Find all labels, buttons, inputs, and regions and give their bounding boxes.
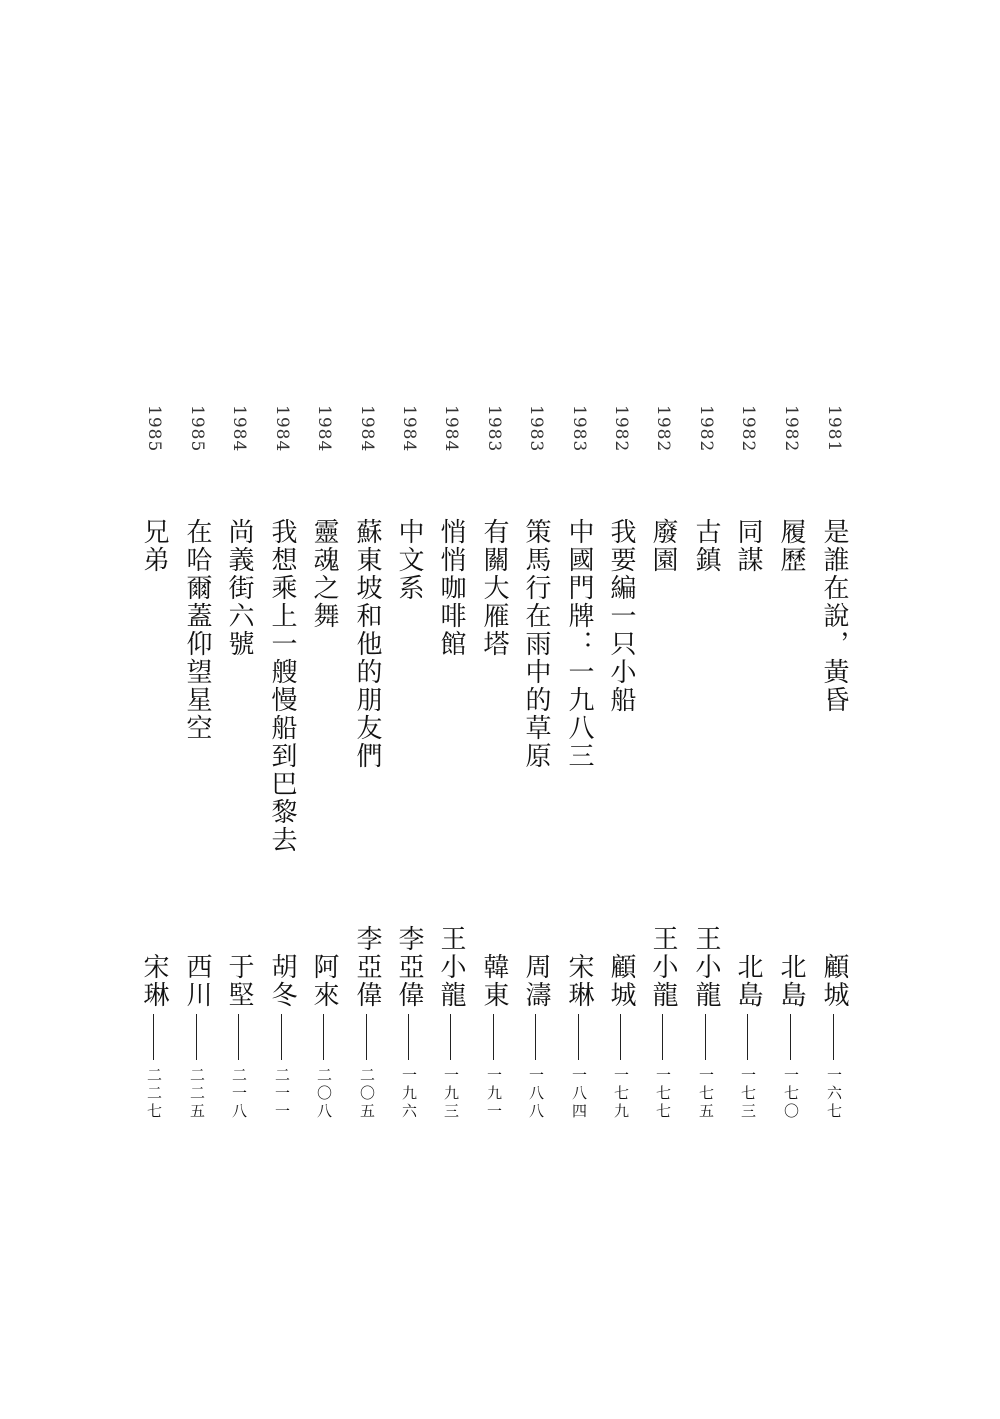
- entry-page-number: 一七五: [697, 1067, 715, 1121]
- entry-page-number: 一九一: [485, 1067, 503, 1121]
- entry-page-number: 一七九: [612, 1067, 630, 1121]
- entry-author: 周濤: [521, 953, 551, 1009]
- entry-author: 顧城: [606, 953, 636, 1009]
- entry-page-number: 二二五: [188, 1067, 206, 1121]
- entry-title: 中文系: [394, 518, 424, 602]
- entry-year: 1982: [696, 405, 716, 453]
- entry-page-number: 一七三: [739, 1067, 757, 1121]
- toc-entry: [561, 0, 597, 1419]
- entry-year: 1981: [824, 405, 844, 453]
- entry-page-number: 一七七: [654, 1067, 672, 1121]
- toc-entry: [688, 0, 724, 1419]
- dash-divider: [281, 1014, 282, 1060]
- entry-year: 1984: [441, 405, 461, 453]
- dash-divider: [408, 1014, 409, 1060]
- toc-entry: [603, 0, 639, 1419]
- entry-year: 1984: [229, 405, 249, 453]
- entry-author: 李亞偉: [394, 925, 424, 1009]
- entry-title: 有關大雁塔: [479, 518, 509, 658]
- entry-page-number: 一九三: [442, 1067, 460, 1121]
- dash-divider: [535, 1014, 536, 1060]
- toc-entry: [730, 0, 766, 1419]
- entry-author: 韓東: [479, 953, 509, 1009]
- entry-year: 1982: [611, 405, 631, 453]
- entry-year: 1984: [357, 405, 377, 453]
- toc-entry: [518, 0, 554, 1419]
- entry-author: 宋琳: [564, 953, 594, 1009]
- entry-title: 履歷: [776, 518, 806, 574]
- entry-year: 1984: [314, 405, 334, 453]
- entry-page-number: 二一八: [230, 1067, 248, 1121]
- entry-year: 1982: [738, 405, 758, 453]
- toc-entry: [476, 0, 512, 1419]
- entry-title: 在哈爾蓋仰望星空: [182, 518, 212, 742]
- dash-divider: [323, 1014, 324, 1060]
- dash-divider: [196, 1014, 197, 1060]
- toc-entry: [773, 0, 809, 1419]
- entry-page-number: 一八四: [570, 1067, 588, 1121]
- entry-page-number: 一七〇: [782, 1067, 800, 1121]
- entry-title: 同謀: [733, 518, 763, 574]
- entry-year: 1984: [399, 405, 419, 453]
- entry-title: 策馬行在雨中的草原: [521, 518, 551, 770]
- toc-entry: [221, 0, 257, 1419]
- entry-title: 我想乘上一艘慢船到巴黎去: [267, 518, 297, 854]
- toc-entry: [645, 0, 681, 1419]
- dash-divider: [153, 1014, 154, 1060]
- entry-title: 中國門牌：一九八三: [564, 518, 594, 770]
- entry-author: 北島: [776, 953, 806, 1009]
- entry-year: 1984: [272, 405, 292, 453]
- dash-divider: [578, 1014, 579, 1060]
- entry-year: 1983: [484, 405, 504, 453]
- entry-author: 胡冬: [267, 953, 297, 1009]
- entry-author: 王小龍: [648, 925, 678, 1009]
- entry-page-number: 一八八: [527, 1067, 545, 1121]
- entry-title: 我要編一只小船: [606, 518, 636, 714]
- toc-entry: [349, 0, 385, 1419]
- entry-author: 王小龍: [436, 925, 466, 1009]
- toc-entry: [433, 0, 469, 1419]
- dash-divider: [747, 1014, 748, 1060]
- toc-entry: [816, 0, 852, 1419]
- entry-page-number: 二一一: [273, 1067, 291, 1121]
- toc-entry: [306, 0, 342, 1419]
- entry-year: 1983: [569, 405, 589, 453]
- entry-author: 李亞偉: [352, 925, 382, 1009]
- entry-page-number: 一六七: [825, 1067, 843, 1121]
- entry-year: 1985: [187, 405, 207, 453]
- entry-title: 是誰在說，黃昏: [819, 518, 849, 714]
- dash-divider: [238, 1014, 239, 1060]
- dash-divider: [450, 1014, 451, 1060]
- dash-divider: [620, 1014, 621, 1060]
- toc-entry: [136, 0, 172, 1419]
- entry-page-number: 二〇五: [358, 1067, 376, 1121]
- entry-year: 1982: [653, 405, 673, 453]
- dash-divider: [833, 1014, 834, 1060]
- entry-title: 蘇東坡和他的朋友們: [352, 518, 382, 770]
- entry-author: 于堅: [224, 953, 254, 1009]
- entry-author: 顧城: [819, 953, 849, 1009]
- entry-page-number: 二二七: [145, 1067, 163, 1121]
- toc-entry: [179, 0, 215, 1419]
- entry-page-number: 二〇八: [315, 1067, 333, 1121]
- entry-author: 宋琳: [139, 953, 169, 1009]
- dash-divider: [493, 1014, 494, 1060]
- entry-year: 1985: [144, 405, 164, 453]
- entry-title: 廢園: [648, 518, 678, 574]
- entry-author: 西川: [182, 953, 212, 1009]
- dash-divider: [790, 1014, 791, 1060]
- toc-entry: [264, 0, 300, 1419]
- entry-year: 1983: [526, 405, 546, 453]
- entry-title: 靈魂之舞: [309, 518, 339, 630]
- entry-title: 古鎮: [691, 518, 721, 574]
- dash-divider: [662, 1014, 663, 1060]
- entry-author: 阿來: [309, 953, 339, 1009]
- entry-page-number: 一九六: [400, 1067, 418, 1121]
- toc-entry: [391, 0, 427, 1419]
- entry-title: 兄弟: [139, 518, 169, 574]
- entry-author: 北島: [733, 953, 763, 1009]
- entry-title: 悄悄咖啡館: [436, 518, 466, 658]
- entry-title: 尚義街六號: [224, 518, 254, 658]
- dash-divider: [705, 1014, 706, 1060]
- dash-divider: [366, 1014, 367, 1060]
- entry-year: 1982: [781, 405, 801, 453]
- entry-author: 王小龍: [691, 925, 721, 1009]
